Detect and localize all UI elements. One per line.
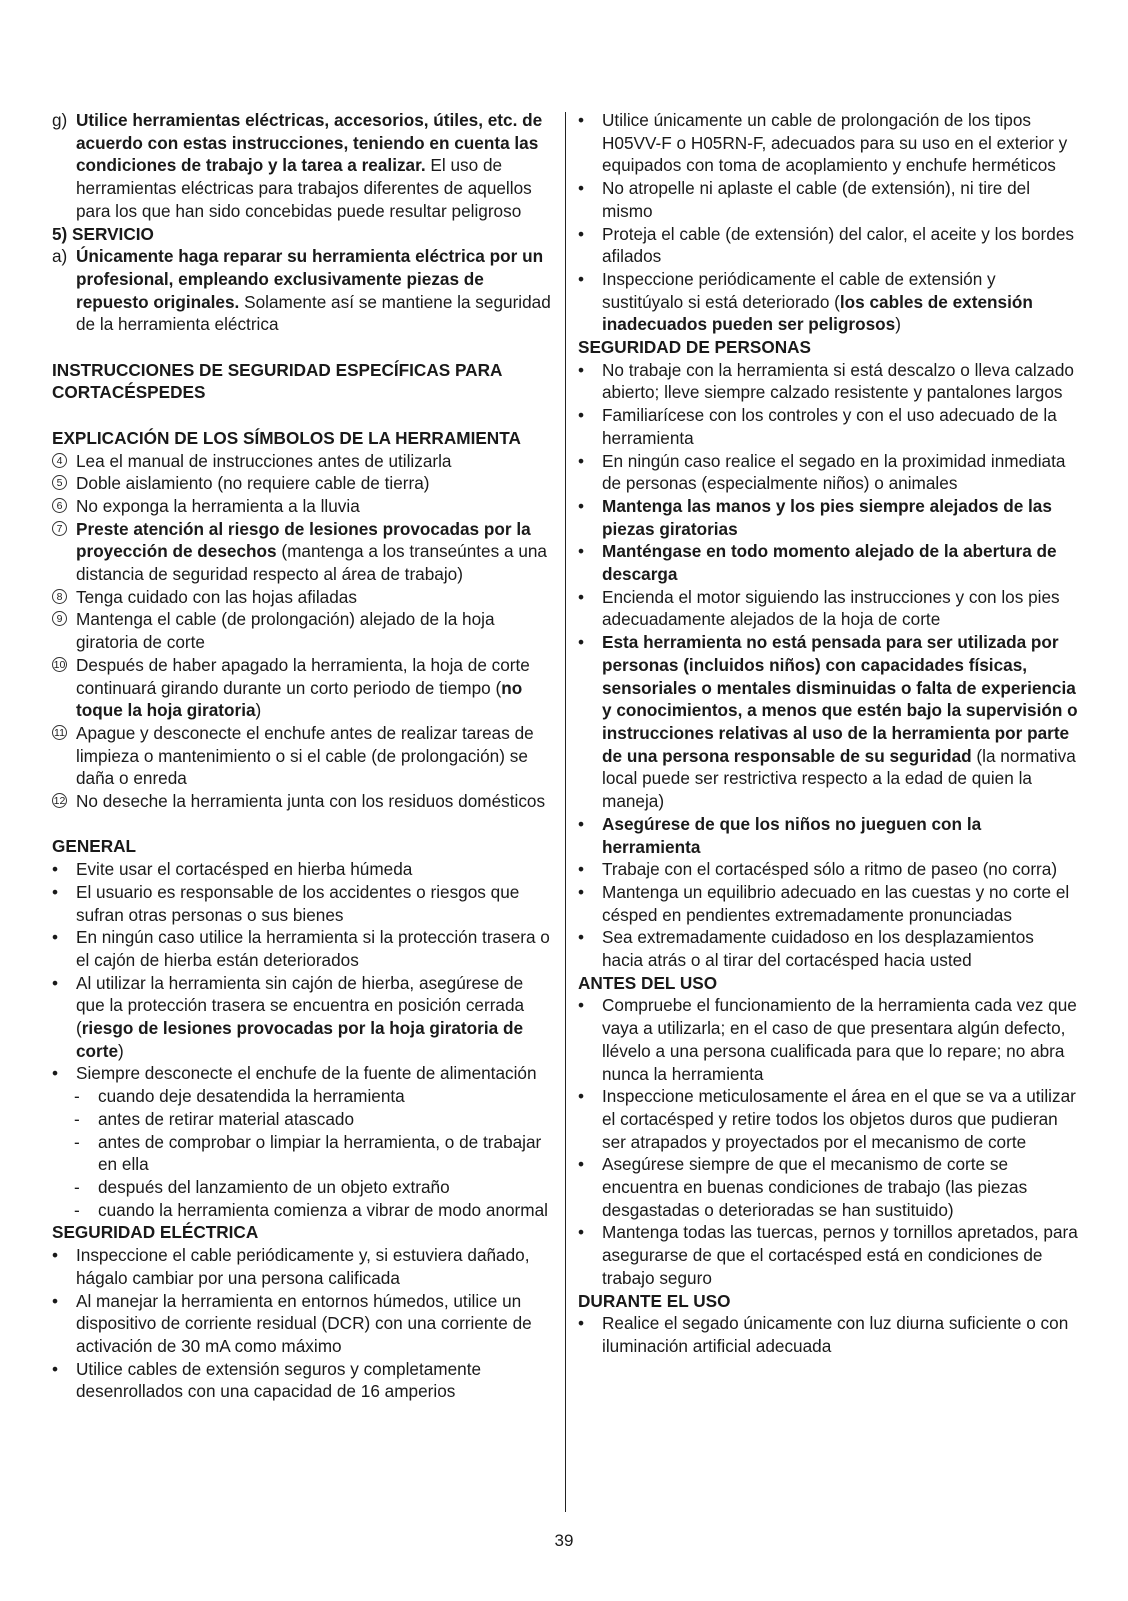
list-marker: • xyxy=(52,1358,59,1379)
body-text: Solamente así se mantiene la seguridad de la herramienta eléctrica xyxy=(76,291,551,335)
list-item xyxy=(578,881,1078,926)
bold-text: Preste atención al riesgo de lesiones provocadas por la proyección de desechos xyxy=(76,518,531,562)
list-item xyxy=(52,245,552,336)
sub-list-item xyxy=(52,1131,552,1176)
body-text: El uso de herramientas eléctricas para trabajos diferentes de aquellos para los que han sido concebidas puede resultar peligroso xyxy=(76,155,532,221)
section-heading: INSTRUCCIONES DE SEGURIDAD ESPECÍFICAS PARA CORTACÉSPEDES xyxy=(52,359,502,403)
body-text: cuando deje desatendida la herramienta xyxy=(98,1086,405,1107)
body-text: Familiarícese con los controles y con el uso adecuado de la herramienta xyxy=(602,405,1057,448)
list-marker: • xyxy=(578,881,585,902)
list-marker: • xyxy=(52,1290,59,1311)
list-item xyxy=(578,994,1078,1085)
sub-list-item xyxy=(52,1085,552,1108)
bold-text: Manténgase en todo momento alejado de la abertura de descarga xyxy=(602,541,1057,585)
list-item xyxy=(52,109,552,223)
symbol-number: 5 xyxy=(52,475,67,490)
column-divider xyxy=(565,112,566,1512)
body-text: Mantenga el cable (de prolongación) alejado de la hoja giratoria de corte xyxy=(76,609,495,653)
body-text: Apague y desconecte el enchufe antes de realizar tareas de limpieza o mantenimiento o si el cable (de prolongación) se daña o enreda xyxy=(76,722,534,789)
list-marker: • xyxy=(578,995,585,1016)
list-marker: • xyxy=(578,1086,585,1107)
symbol-number: 11 xyxy=(52,725,67,740)
body-text: Tenga cuidado con las hojas afiladas xyxy=(76,586,357,607)
body-text: No trabaje con la herramienta si está descalzo o lleva calzado abierto; lleve siempre calzado resistente y pantalones largos xyxy=(602,359,1074,403)
list-marker: • xyxy=(578,223,585,244)
symbol-number: 8 xyxy=(52,589,67,604)
list-marker: • xyxy=(52,1063,59,1084)
bold-text: Utilice herramientas eléctricas, accesorios, útiles, etc. de acuerdo con estas instrucciones, teniendo en cuenta las condiciones de trabajo y la tarea a realizar. xyxy=(76,110,543,176)
body-text: Proteja el cable (de extensión) del calor, el aceite y los bordes afilados xyxy=(602,223,1074,267)
body-text: Utilice únicamente un cable de prolongación de los tipos H05VV-F o H05RN-F, adecuados para su uso en el exterior y equipados con toma de acoplamiento y enchufe herméticos xyxy=(602,110,1068,176)
list-marker: • xyxy=(578,359,585,380)
symbol-number: 12 xyxy=(53,795,66,808)
list-marker: • xyxy=(578,813,585,834)
list-marker: • xyxy=(52,972,59,993)
list-marker: • xyxy=(578,927,585,948)
spacer xyxy=(52,813,552,836)
symbol-number: 7 xyxy=(52,521,67,536)
section-heading: ANTES DEL USO xyxy=(578,972,718,993)
list-marker: • xyxy=(52,859,59,880)
body-text: Trabaje con el cortacésped sólo a ritmo de paseo (no corra) xyxy=(602,859,1058,880)
list-item xyxy=(52,1244,552,1289)
body-text: En ningún caso realice el segado en la proximidad inmediata de personas (especialmente niños) o animales xyxy=(602,450,1066,494)
body-text: ) xyxy=(895,314,901,335)
list-marker: • xyxy=(578,1222,585,1243)
list-item xyxy=(578,268,1078,336)
list-marker: • xyxy=(578,268,585,289)
list-item xyxy=(52,1062,552,1085)
body-text: Después de haber apagado la herramienta, la hoja de corte continuará girando durante un corto periodo de tiempo ( xyxy=(76,654,530,698)
list-marker: • xyxy=(52,881,59,902)
body-text: No exponga la herramienta a la lluvia xyxy=(76,495,360,516)
body-text: antes de retirar material atascado xyxy=(98,1108,355,1129)
section-heading: GENERAL xyxy=(52,836,137,857)
list-marker: • xyxy=(578,405,585,426)
body-text: Realice el segado únicamente con luz diurna suficiente o con iluminación artificial adecuada xyxy=(602,1313,1069,1356)
symbol-explanation xyxy=(52,654,552,722)
sub-list-item xyxy=(52,1176,552,1199)
list-item xyxy=(578,926,1078,971)
list-marker: - xyxy=(74,1131,80,1152)
list-item xyxy=(578,495,1078,540)
list-item xyxy=(52,972,552,1063)
body-text: Compruebe el funcionamiento de la herramienta cada vez que vaya a utilizarla; en el caso de que presentara algún defecto, llévelo a una persona cualificada para que lo repare; no abra nunca la herramienta xyxy=(602,995,1077,1084)
body-text: cuando la herramienta comienza a vibrar de modo anormal xyxy=(98,1199,548,1220)
list-marker: - xyxy=(74,1177,80,1197)
list-item xyxy=(578,631,1078,813)
symbol-explanation xyxy=(52,790,552,813)
section-heading: 5) SERVICIO xyxy=(52,223,154,244)
sub-list-item xyxy=(52,1199,552,1222)
symbol-explanation xyxy=(52,495,552,518)
list-item xyxy=(578,858,1078,881)
symbol-number: 9 xyxy=(52,611,67,626)
list-item xyxy=(52,881,552,926)
symbol-number: 4 xyxy=(52,453,67,468)
section-heading: SEGURIDAD DE PERSONAS xyxy=(578,337,812,358)
body-text: Mantenga todas las tuercas, pernos y tornillos apretados, para asegurarse de que el cortacésped está en condiciones de trabajo seguro xyxy=(602,1222,1078,1288)
body-text: (la normativa local puede ser restrictiva respecto a la edad de quien la maneja) xyxy=(602,745,1076,812)
list-item xyxy=(578,1153,1078,1221)
body-text: Inspeccione meticulosamente el área en el que se va a utilizar el cortacésped y retire todos los objetos duros que pudieran ser atrapados y proyectados por el mecanismo de corte xyxy=(602,1086,1076,1152)
list-item xyxy=(578,109,1078,177)
symbol-number: 6 xyxy=(52,498,67,513)
list-marker: • xyxy=(578,541,585,562)
list-item xyxy=(578,813,1078,858)
bold-text: Mantenga las manos y los pies siempre alejados de las piezas giratorias xyxy=(602,495,1052,539)
body-text: antes de comprobar o limpiar la herramienta, o de trabajar en ella xyxy=(98,1131,542,1175)
left-column xyxy=(52,109,552,1403)
list-item xyxy=(578,1312,1078,1357)
bold-text: riesgo de lesiones provocadas por la hoja giratoria de corte xyxy=(76,1018,524,1061)
list-item xyxy=(578,404,1078,449)
list-item xyxy=(578,540,1078,585)
list-marker: • xyxy=(578,495,585,516)
list-item xyxy=(578,1085,1078,1153)
body-text: No deseche la herramienta junta con los residuos domésticos xyxy=(76,791,546,812)
body-text: Al manejar la herramienta en entornos húmedos, utilice un dispositivo de corriente residual (DCR) con una corriente de activación de 30 mA como máximo xyxy=(76,1290,532,1356)
symbol-explanation xyxy=(52,608,552,653)
symbol-number: 10 xyxy=(53,658,66,671)
spacer xyxy=(52,404,552,427)
body-text: Sea extremadamente cuidadoso en los desplazamientos hacia atrás o al tirar del cortacésped hacia usted xyxy=(602,927,1034,971)
list-item xyxy=(52,1358,552,1403)
body-text: ) xyxy=(118,1040,124,1061)
symbol-explanation xyxy=(52,450,552,473)
bold-text: Únicamente haga reparar su herramienta eléctrica por un profesional, empleando exclusivamente piezas de repuesto originales. xyxy=(76,246,544,312)
section-heading: SEGURIDAD ELÉCTRICA xyxy=(52,1222,259,1243)
section-heading: EXPLICACIÓN DE LOS SÍMBOLOS DE LA HERRAMIENTA xyxy=(52,427,521,448)
list-item xyxy=(578,223,1078,268)
body-text: Doble aislamiento (no requiere cable de tierra) xyxy=(76,473,430,494)
list-marker: - xyxy=(74,1108,80,1129)
list-marker: • xyxy=(578,859,585,880)
symbol-explanation xyxy=(52,722,552,790)
list-item xyxy=(578,450,1078,495)
section-heading: DURANTE EL USO xyxy=(578,1290,731,1311)
list-marker: • xyxy=(578,1313,585,1334)
list-item xyxy=(578,177,1078,222)
body-text: (mantenga a los transeúntes a una distancia de seguridad respecto al área de trabajo) xyxy=(76,541,547,585)
symbol-explanation xyxy=(52,472,552,495)
spacer xyxy=(52,336,552,359)
body-text: Inspeccione el cable periódicamente y, si estuviera dañado, hágalo cambiar por una persona calificada xyxy=(76,1245,530,1288)
list-item xyxy=(52,926,552,971)
symbol-explanation xyxy=(52,518,552,586)
list-marker: • xyxy=(578,450,585,471)
body-text: Mantenga un equilibrio adecuado en las cuestas y no corte el césped en pendientes extremadamente pronunciadas xyxy=(602,881,1070,925)
right-column xyxy=(578,109,1078,1358)
list-item xyxy=(52,1290,552,1358)
body-text: Inspeccione periódicamente el cable de extensión y sustitúyalo si está deteriorado ( xyxy=(602,268,996,312)
body-text: ) xyxy=(255,700,262,721)
body-text: El usuario es responsable de los accidentes o riesgos que sufran otras personas o sus bienes xyxy=(76,881,520,925)
list-marker: a) xyxy=(52,246,68,267)
body-text: En ningún caso utilice la herramienta si la protección trasera o el cajón de hierba están deteriorados xyxy=(76,927,550,970)
body-text: No atropelle ni aplaste el cable (de extensión), ni tire del mismo xyxy=(602,178,1031,221)
list-marker: • xyxy=(578,1154,585,1175)
symbol-explanation xyxy=(52,586,552,609)
list-marker: g) xyxy=(52,110,68,130)
body-text: Encienda el motor siguiendo las instrucciones y con los pies adecuadamente alejados de la hoja de corte xyxy=(602,586,1060,630)
body-text: después del lanzamiento de un objeto extraño xyxy=(98,1177,450,1197)
body-text: Siempre desconecte el enchufe de la fuente de alimentación xyxy=(76,1063,537,1084)
bold-text: Esta herramienta no está pensada para ser utilizada por personas (incluidos niños) con capacidades físicas, sensoriales o mentales disminuidas o falta de experiencia y conocimientos, a menos que estén bajo la supervisión o instrucciones relativas al uso de la herramienta por parte de una persona responsable de su seguridad xyxy=(602,632,1078,766)
list-marker: - xyxy=(74,1199,80,1220)
list-item xyxy=(578,1221,1078,1289)
body-text: Evite usar el cortacésped en hierba húmeda xyxy=(76,859,413,880)
list-marker: • xyxy=(52,1245,59,1266)
bold-text: los cables de extensión inadecuados pueden ser peligrosos xyxy=(602,291,1033,335)
body-text: Al utilizar la herramienta sin cajón de hierba, asegúrese de que la protección trasera se encuentra en posición cerrada ( xyxy=(76,972,525,1039)
list-marker: • xyxy=(578,178,585,199)
list-marker: • xyxy=(578,110,585,130)
list-item xyxy=(52,858,552,881)
body-text: Utilice cables de extensión seguros y completamente desenrollados con una capacidad de 16 amperios xyxy=(76,1358,482,1402)
list-item xyxy=(578,359,1078,404)
sub-list-item xyxy=(52,1108,552,1131)
list-marker: • xyxy=(52,927,59,948)
bold-text: no toque la hoja giratoria xyxy=(76,677,523,721)
list-item xyxy=(578,586,1078,631)
page-number: 39 xyxy=(554,1531,574,1550)
list-marker: - xyxy=(74,1086,80,1107)
body-text: Asegúrese siempre de que el mecanismo de corte se encuentra en buenas condiciones de trabajo (las piezas desgastadas o deterioradas se han sustituido) xyxy=(602,1154,1028,1220)
bold-text: Asegúrese de que los niños no jueguen con la herramienta xyxy=(602,813,982,857)
body-text: Lea el manual de instrucciones antes de utilizarla xyxy=(76,450,452,471)
list-marker: • xyxy=(578,586,585,607)
list-marker: • xyxy=(578,632,585,653)
